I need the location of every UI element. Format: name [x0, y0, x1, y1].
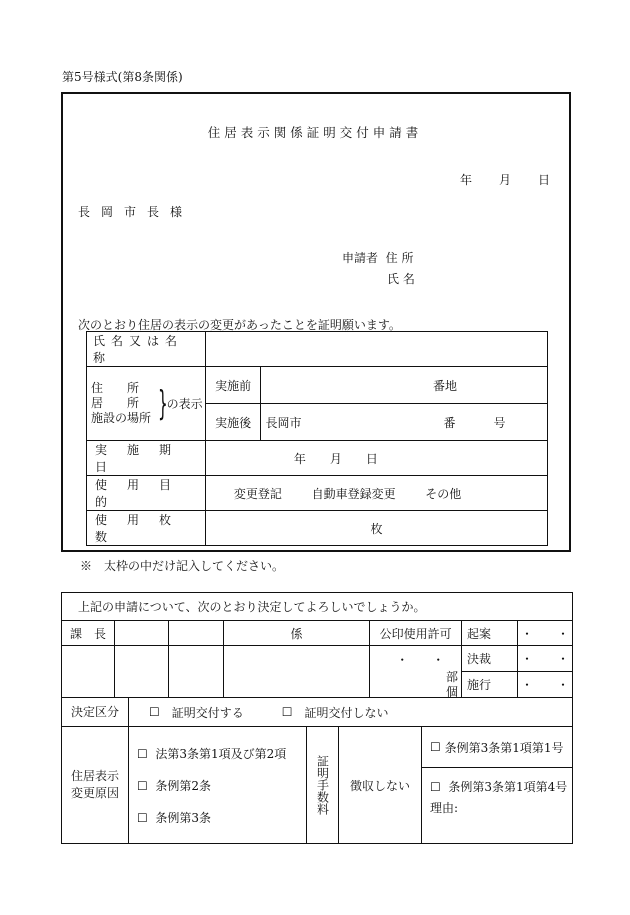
bu-label: 部	[446, 670, 459, 684]
applicant-name-label: 氏 名	[387, 272, 415, 286]
after-field[interactable]	[261, 404, 548, 441]
name-label: 氏名又は名称	[93, 334, 184, 365]
checkbox-right-reason-1[interactable]: ☐	[430, 740, 441, 754]
stamp-cell-1[interactable]	[114, 646, 168, 698]
after-label: 実施後	[205, 404, 261, 441]
fee-value: 徴収しない	[349, 778, 410, 793]
decision-row	[62, 698, 573, 727]
purpose-label-cell	[87, 476, 206, 511]
display-label-facility: 施設の場所	[91, 411, 152, 425]
reason-art2: 条例第2条	[155, 778, 212, 793]
display-label-cell	[87, 367, 206, 441]
reason-law: 法第3条第1項及び第2項	[155, 746, 287, 761]
checkbox-issue[interactable]: ☐	[149, 705, 160, 719]
right-reason-2: 条例第3条第1項第4号	[448, 780, 568, 794]
stamp-cell-1-head	[114, 621, 168, 646]
right-reasons	[422, 727, 572, 843]
impl-date-day: 日	[365, 451, 378, 466]
stamp-cell-2-head	[168, 621, 223, 646]
date-month: 月	[498, 173, 511, 187]
shiko-dots: ・ ・	[517, 672, 572, 698]
name-field[interactable]	[205, 332, 547, 367]
impl-date-month: 月	[329, 451, 342, 466]
before-field[interactable]	[261, 367, 548, 404]
checkbox-reason-art3[interactable]: ☐	[137, 810, 148, 825]
purpose-option-vehicle[interactable]: 自動車登録変更	[311, 486, 396, 501]
purpose-option-registration[interactable]: 変更登記	[233, 486, 282, 501]
kian-dots: ・ ・	[517, 621, 572, 646]
reason-label-1: 住居表示	[70, 769, 119, 783]
count-unit: 枚	[370, 521, 383, 536]
ko-label: 個	[446, 685, 459, 699]
chief-stamp[interactable]	[62, 646, 115, 698]
applicant-address-label: 住 所	[385, 251, 414, 265]
decision-option-no-issue: 証明交付しない	[304, 705, 389, 720]
right-reason-1: 条例第3条第1項第1号	[444, 740, 564, 755]
impl-date-label-cell	[87, 441, 206, 476]
reason-label-2: 変更原因	[70, 786, 119, 800]
note-text: ※ 太枠の中だけ記入してください。	[80, 559, 285, 573]
kian-label-cell	[462, 621, 518, 646]
kakari-label: 係	[223, 621, 370, 646]
seal-permit-label: 公印使用許可	[370, 621, 462, 646]
decision-label: 決定区分	[62, 698, 129, 726]
after-go: 号	[493, 415, 506, 430]
count-field[interactable]	[205, 511, 547, 546]
purpose-option-other[interactable]: その他	[425, 486, 462, 501]
shiko-label-cell	[462, 672, 518, 698]
name-label-cell	[87, 332, 206, 367]
reason-label-cell	[62, 727, 129, 843]
page-title: 住居表示関係証明交付申請書	[207, 125, 423, 140]
fee-label: 証明手数料	[315, 755, 330, 815]
date-year: 年	[460, 173, 473, 187]
before-label: 実施前	[205, 367, 261, 404]
fee-value-cell	[339, 727, 422, 843]
kessai-label-cell	[462, 646, 518, 672]
kessai-label: 決裁	[467, 652, 492, 666]
checkbox-right-reason-2[interactable]: ☐	[430, 780, 441, 794]
impl-date-label: 実施期日	[95, 443, 192, 474]
seal-dots: ・ ・	[396, 653, 445, 667]
decision-header	[62, 593, 573, 621]
form-number-label: 第5号様式(第8条関係)	[62, 70, 183, 84]
applicant-address-row	[342, 249, 413, 266]
reason-row	[62, 727, 573, 844]
applicant-label: 申請者	[342, 251, 379, 265]
kian-label: 起案	[467, 626, 492, 641]
fee-label-cell	[307, 727, 339, 843]
decision-header-text: 上記の申請について、次のとおり決定してよろしいでしょうか。	[78, 600, 426, 614]
reason-options	[129, 727, 307, 843]
reason-note: 理由:	[430, 801, 459, 815]
intro-text: 次のとおり住居の表示の変更があったことを証明願います。	[78, 318, 401, 332]
checkbox-reason-art2[interactable]: ☐	[137, 778, 148, 793]
checkbox-no-issue[interactable]: ☐	[281, 705, 293, 719]
chief-label: 課 長	[62, 621, 115, 646]
application-table	[86, 331, 548, 546]
addressee: 長岡市長様	[78, 205, 194, 219]
after-ban: 番	[443, 415, 456, 430]
before-suffix: 番地	[432, 378, 457, 393]
kakari-stamp[interactable]	[223, 646, 370, 698]
stamp-cell-2[interactable]	[168, 646, 223, 698]
impl-date-field[interactable]	[205, 441, 547, 476]
purpose-field[interactable]	[205, 476, 547, 511]
shiko-label: 施行	[467, 678, 492, 692]
count-label-cell	[87, 511, 206, 546]
date-field	[460, 171, 550, 188]
checkbox-reason-law[interactable]: ☐	[137, 746, 148, 761]
count-label: 使用枚数	[95, 513, 192, 544]
decision-option-issue: 証明交付する	[171, 705, 244, 720]
display-label-residence: 居 所	[91, 396, 140, 410]
purpose-label: 使用目的	[95, 478, 192, 509]
date-day: 日	[537, 173, 550, 187]
display-label-address: 住 所	[91, 381, 140, 395]
impl-date-year: 年	[293, 451, 306, 466]
kessai-dots: ・ ・	[517, 646, 572, 672]
reason-art3: 条例第3条	[155, 810, 212, 825]
after-city: 長岡市	[265, 415, 302, 430]
seal-permit-cell	[370, 646, 462, 698]
brace-icon: }	[157, 383, 168, 424]
decision-table	[61, 592, 573, 844]
display-suffix: の表示	[166, 397, 203, 411]
